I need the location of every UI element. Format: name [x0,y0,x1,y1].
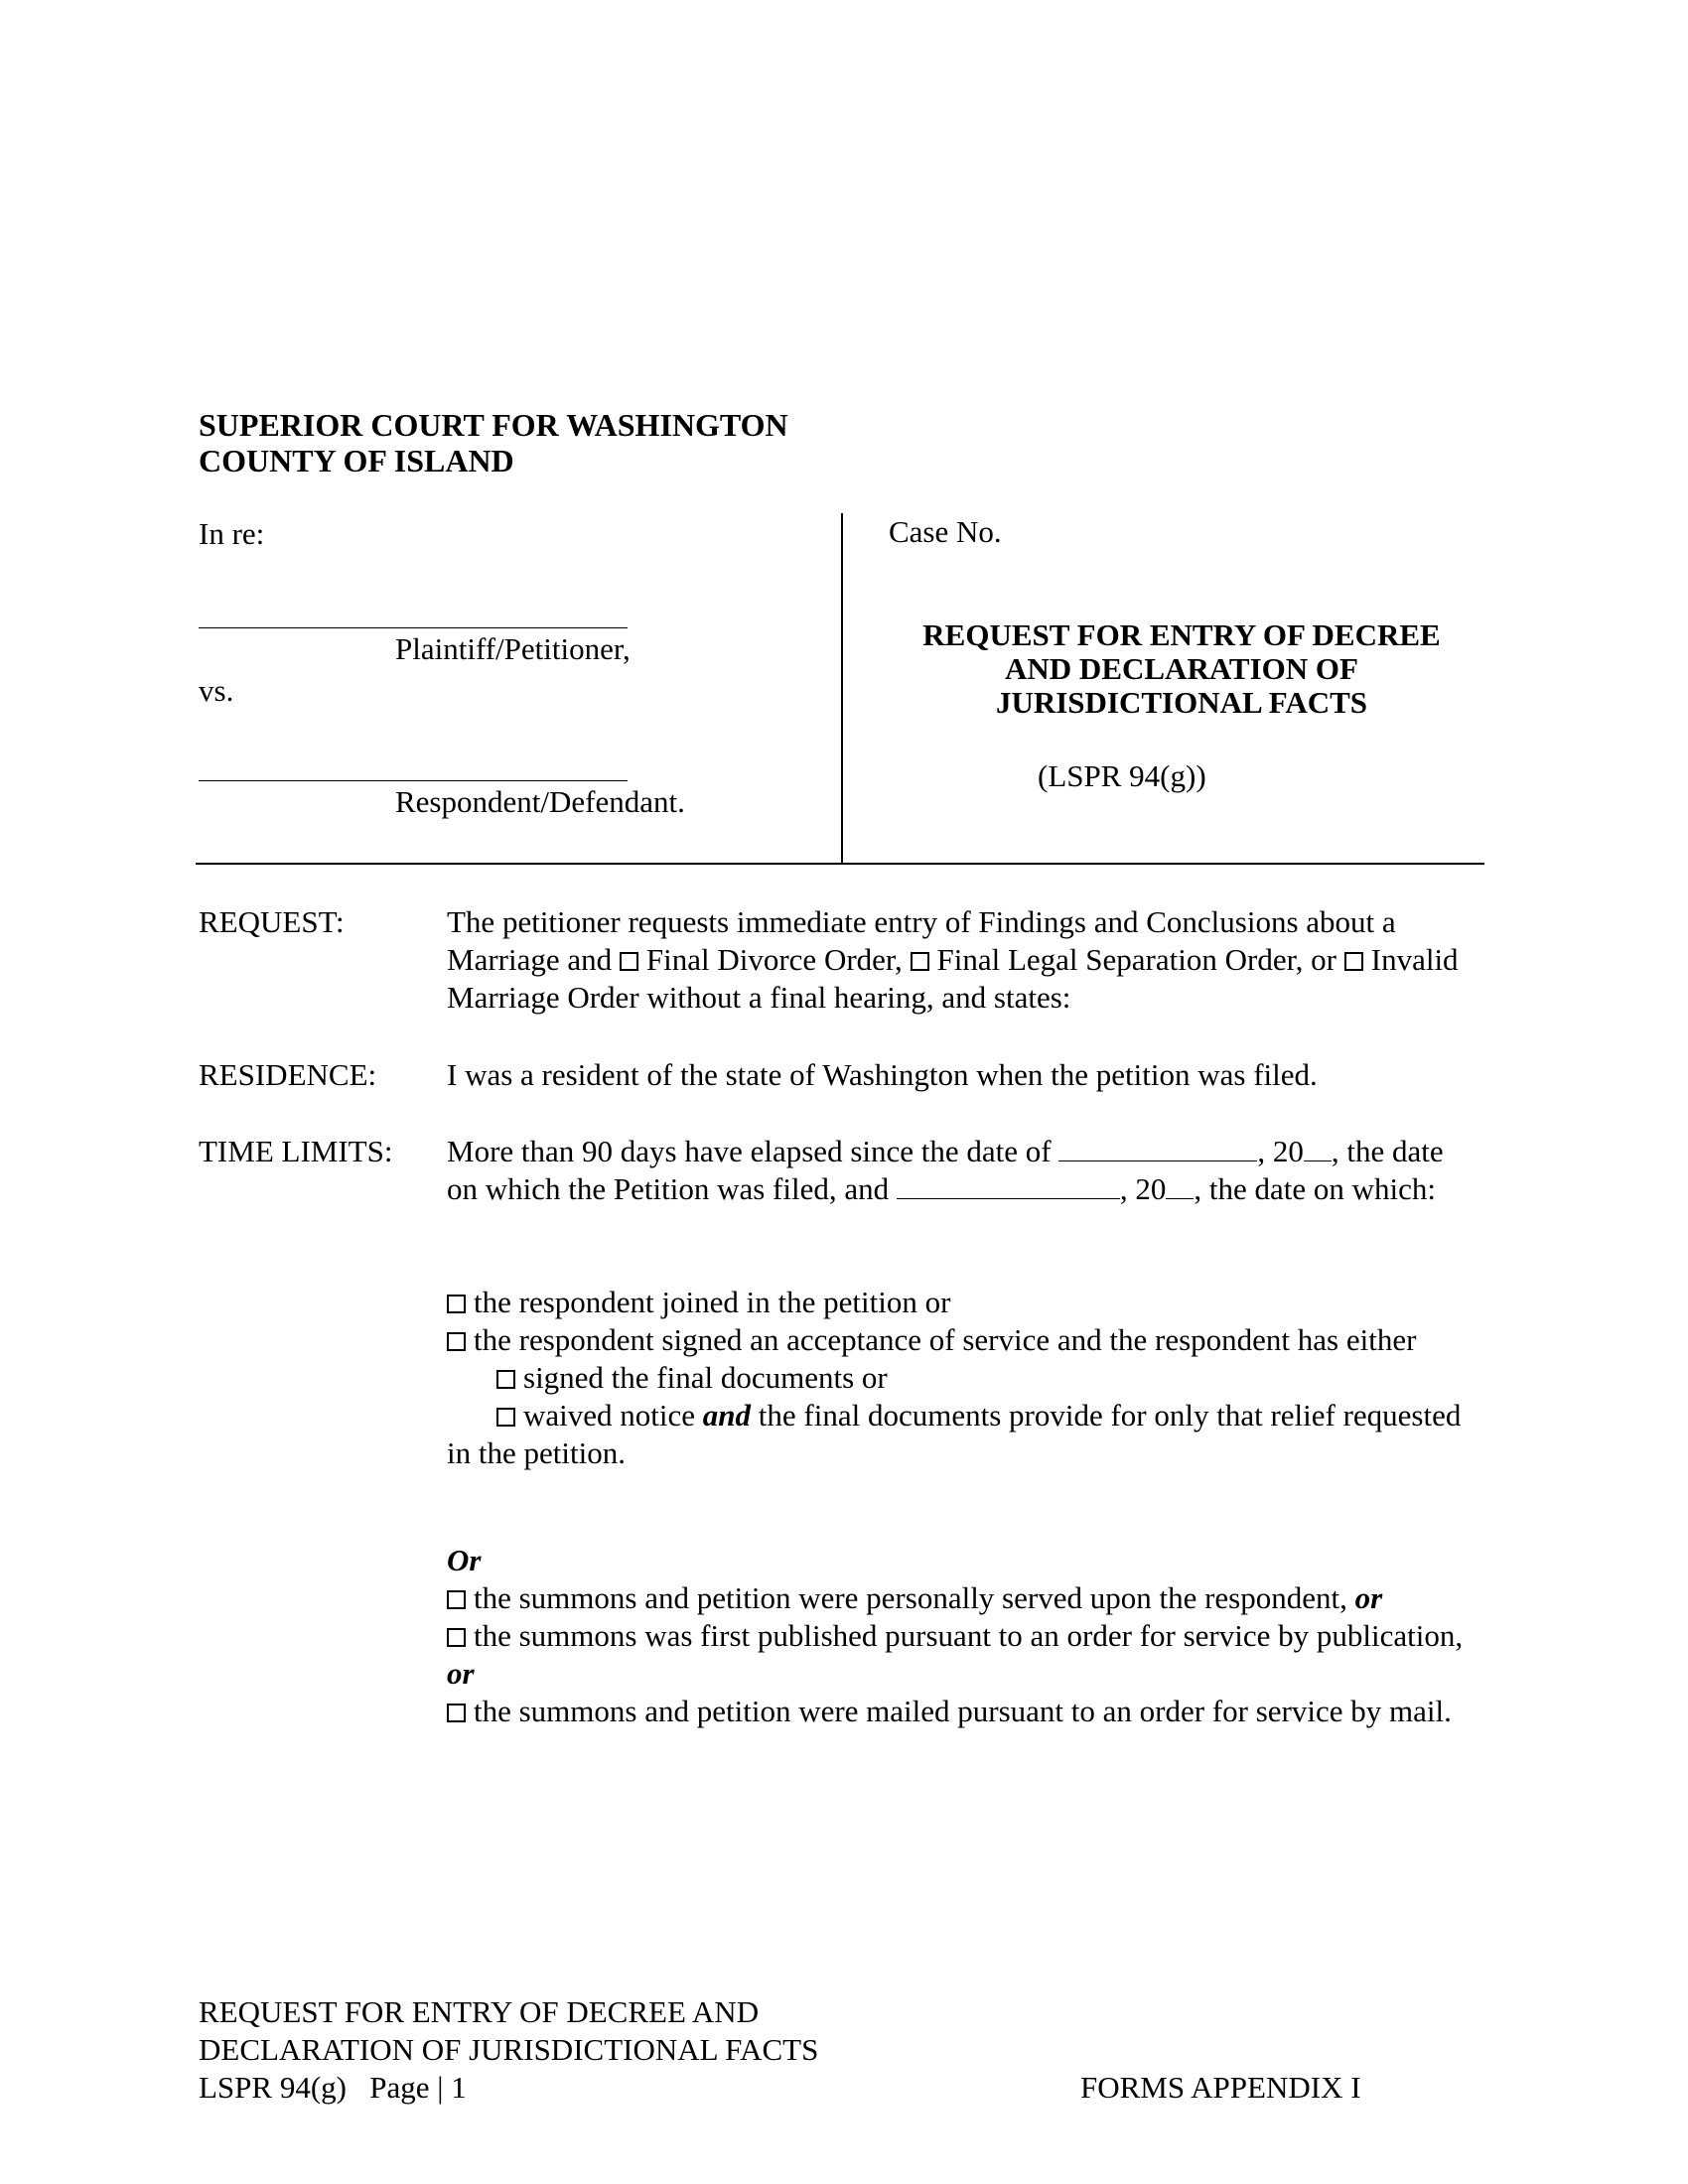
county-name: COUNTY OF ISLAND [199,443,514,478]
option-signed: signed the final documents or [447,1359,1479,1397]
plaintiff-name-line [199,627,628,628]
or-heading: Or [447,1543,482,1577]
time-limits-text: More than 90 days have elapsed since the date of , 20 , the date on which the Petition was filed, and , 20 , the date on which: [447,1134,1444,1206]
option-personal: the summons and petition were personally served upon the respondent, or [447,1579,1479,1617]
footer-line-2: DECLARATION OF JURISDICTIONAL FACTS [199,2032,819,2067]
option-published: the summons was first published pursuant to an order for service by publication, or [447,1618,1464,1691]
request-label: REQUEST: [199,904,345,939]
personal-service-checkbox[interactable] [447,1590,466,1609]
footer-title [199,1993,818,2107]
footer-line-1: REQUEST FOR ENTRY OF DECREE AND [199,1994,760,2029]
rule-citation: (LSPR 94(g)) [1038,758,1206,793]
footer-appendix: FORMS APPENDIX I [1080,2070,1361,2105]
service-options [447,1542,1479,1730]
option-mailed: the summons and petition were mailed pursuant to an order for service by mail. [447,1693,1479,1730]
option-waived: waived notice and the final documents provide for only that relief requested in the petition. [447,1398,1462,1470]
divorce-order-checkbox[interactable] [620,952,638,971]
request-text: The petitioner requests immediate entry of Findings and Conclusions about a Marriage and Final Divorce Order, Final Legal Separation Order, or Invalid Marriage Order without a final hearing, and states: [447,904,1459,1015]
acceptance-checkbox[interactable] [447,1332,466,1351]
caption-vertical-divider [841,513,843,863]
invalid-marriage-checkbox[interactable] [1344,952,1363,971]
title-line-1: REQUEST FOR ENTRY OF DECREE [922,617,1441,652]
time-limits-label: TIME LIMITS: [199,1134,393,1168]
option-joined: the respondent joined in the petition or [447,1284,1479,1321]
residence-label: RESIDENCE: [199,1057,377,1092]
publication-checkbox[interactable] [447,1628,466,1647]
document-title [884,618,1479,720]
second-date-blank[interactable] [897,1174,1120,1199]
case-number-label: Case No. [889,514,1002,549]
vs-label: vs. [199,673,234,708]
in-re-label: In re: [199,516,265,551]
respondent-label: Respondent/Defendant. [395,784,685,819]
waived-notice-checkbox[interactable] [496,1408,515,1427]
title-line-2: AND DECLARATION OF [1005,651,1358,686]
court-name: SUPERIOR COURT FOR WASHINGTON [199,407,788,443]
petition-filed-date-blank[interactable] [1058,1137,1257,1161]
joinder-options [447,1284,1479,1472]
residence-text: I was a resident of the state of Washington when the petition was filed. [447,1057,1318,1092]
respondent-name-line [199,780,628,781]
title-line-3: JURISDICTIONAL FACTS [995,685,1368,720]
court-header [199,407,788,478]
mail-service-checkbox[interactable] [447,1704,466,1722]
plaintiff-label: Plaintiff/Petitioner, [395,631,631,666]
caption-horizontal-divider [196,863,1484,865]
legal-separation-checkbox[interactable] [911,952,929,971]
joined-checkbox[interactable] [447,1295,466,1313]
option-acceptance: the respondent signed an acceptance of service and the respondent has either [447,1321,1479,1359]
second-year-blank[interactable] [1166,1174,1194,1199]
petition-filed-year-blank[interactable] [1304,1137,1332,1161]
footer-page-number: LSPR 94(g) Page | 1 [199,2070,467,2105]
signed-final-checkbox[interactable] [496,1370,515,1389]
